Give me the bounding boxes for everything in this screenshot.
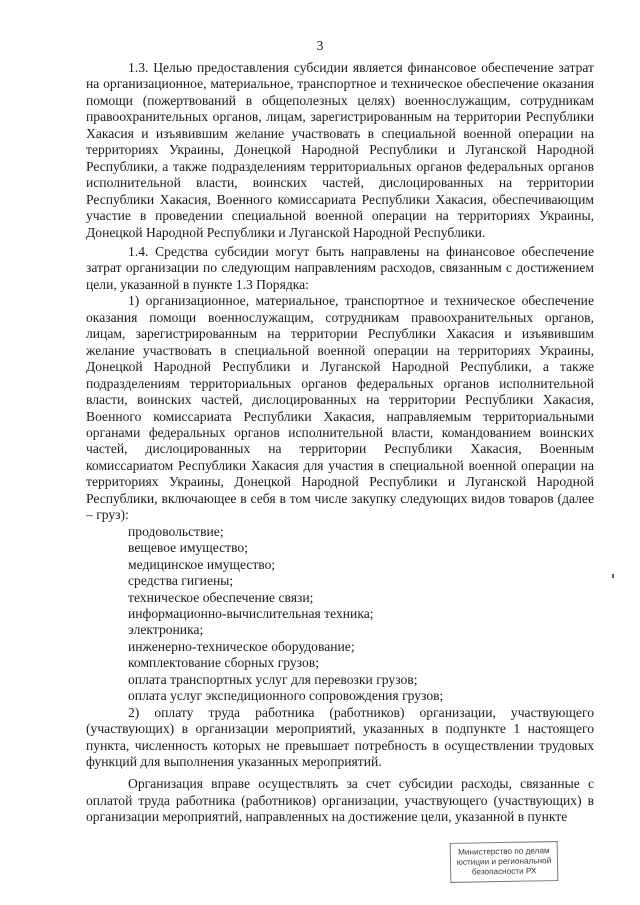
list-item: техническое обеспечение связи; [128, 589, 314, 605]
list-item: средства гигиены; [128, 573, 234, 589]
list-item: комплектование сборных грузов; [128, 655, 319, 671]
paragraph-1-3: 1.3. Целью предоставления субсидии является финансовое обеспечение затрат на организационное, материальное, транспортное и техническое обеспечение оказания помощи (пожертвований в общеполезных целях) военнослужащим, сотрудникам правоохранительных органов, лицам, зарегистрированным на территории Республики Хакасия и изъявившим желание участвовать в специальной военной операции на территориях Украины, Донецкой Народной Республики и Луганской Народной Республики, а также подразделениям территориальных органов федеральных органов исполнительной власти, воинских частей, дислоцированных на территории Республики Хакасия, Военного комиссариата Республики Хакасия, обеспечивающим участие в проведении специальной военной операции на территориях Украины, Донецкой Народной Республики и Луганской Народной Республики. [86, 60, 594, 240]
paragraph-1-4-item-1: 1) организационное, материальное, транспортное и техническое обеспечение оказания помощи военнослужащим, сотрудникам правоохранительных органов, лицам, зарегистрированным на территории Республики Хакасия и изъявившим желание участвовать в специальной военной операции на территориях Украины, Донецкой Народной Республики и Луганской Народной Республики, а также подразделениям территориальных органов федеральных органов исполнительной власти, воинских частей, дислоцированных на территории Республики Хакасия, Военного комиссариата Республики Хакасия, направляемым территориальными органами федеральных органов исполнительной власти, командованием воинских частей, дислоцированных на территории Республики Хакасия, Военным комиссариатом Республики Хакасия для участия в специальной военной операции на территориях Украины, Донецкой Народной Республики и Луганской Народной Республики, включающее в себя в том числе закупку следующих видов товаров (далее – груз): [86, 293, 594, 523]
list-item: инженерно-техническое оборудование; [128, 638, 355, 654]
paragraph-organization-expenses: Организация вправе осуществлять за счет субсидии расходы, связанные с оплатой труда работника (работников) организации, участвующего (участвующих) в организации мероприятий, направленных на достижение цели, указанной в пункте [86, 776, 594, 825]
list-item: электроника; [128, 622, 204, 638]
list-item: медицинское имущество; [128, 556, 276, 572]
scan-mark [612, 574, 614, 578]
list-item: оплата услуг экспедиционного сопровождения грузов; [128, 688, 444, 704]
list-item: вещевое имущество; [128, 540, 248, 556]
paragraph-1-4: 1.4. Средства субсидии могут быть направлены на финансовое обеспечение затрат организации по следующим направлениям расходов, связанным с достижением цели, указанной в пункте 1.3 Порядка: [86, 243, 594, 292]
page-number: 3 [316, 38, 324, 53]
list-item: информационно-вычислительная техника; [128, 605, 374, 621]
registration-stamp [450, 841, 559, 883]
stamp-line-3: безопасности РХ [471, 866, 537, 877]
stamp-line-2: юстиции и региональной [456, 856, 552, 867]
goods-list [86, 524, 594, 705]
list-item: продовольствие; [128, 523, 224, 539]
paragraph-1-4-item-2: 2) оплату труда работника (работников) организации, участвующего (участвующих) в организации мероприятий, указанных в подпункте 1 настоящего пункта, численность которых не превышает потребность в осуществлении трудовых функций для выполнения указанных мероприятий. [86, 704, 594, 770]
list-item: оплата транспортных услуг для перевозки грузов; [128, 671, 418, 687]
stamp-line-1: Министерство по делам [457, 846, 550, 857]
document-body [86, 60, 594, 826]
